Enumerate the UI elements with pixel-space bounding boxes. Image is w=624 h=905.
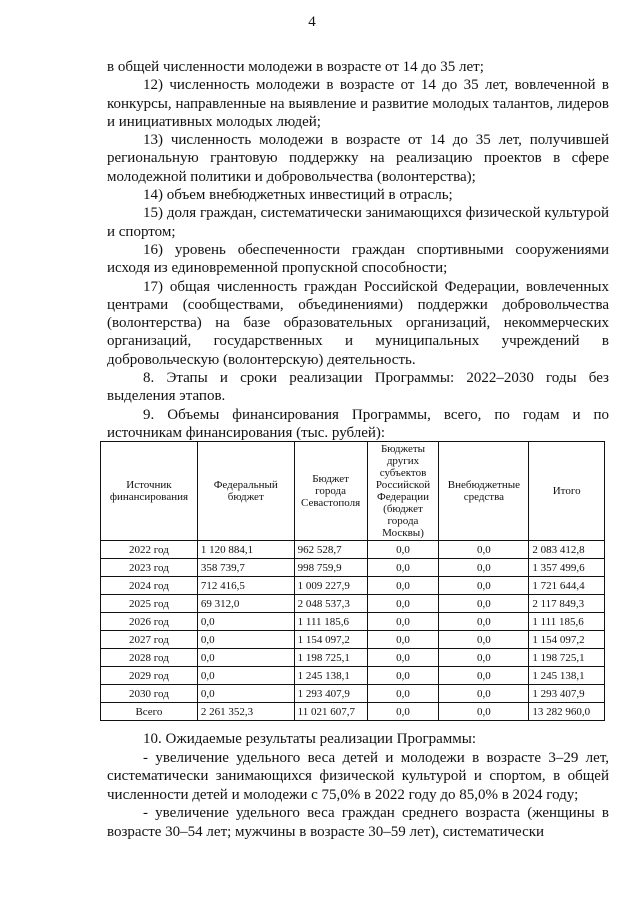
table-cell: 1 154 097,2 [529,631,605,649]
column-header: Бюджеты других субъектов Российской Федерации (бюджет города Москвы) [367,442,439,541]
table-row [101,631,605,649]
column-header: Источник финансирования [101,442,198,541]
table-cell: 1 293 407,9 [529,685,605,703]
table-cell: 0,0 [367,685,439,703]
paragraph: 8. Этапы и сроки реализации Программы: 2022–2030 годы без выделения этапов. [107,370,609,405]
table-cell: 0,0 [439,667,529,685]
table-cell: 0,0 [367,541,439,559]
table-cell: 0,0 [439,649,529,667]
table-cell: 0,0 [367,577,439,595]
table-cell: 0,0 [439,541,529,559]
paragraph: 16) уровень обеспеченности граждан спортивными сооружениями исходя из единовременной пропускной способности; [107,241,609,277]
table-cell: 2 117 849,3 [529,595,605,613]
table-cell: 0,0 [197,613,294,631]
table-cell: 1 111 185,6 [529,613,605,631]
column-header: Внебюджетные средства [439,442,529,541]
table-cell: 0,0 [367,559,439,577]
table-cell: 712 416,5 [197,577,294,595]
table-cell: 1 120 884,1 [197,541,294,559]
paragraph: 9. Объемы финансирования Программы, всего, по годам и по источникам финансирования (тыс. рублей): [107,406,609,441]
table-cell: 1 198 725,1 [294,649,367,667]
table-cell: 2 048 537,3 [294,595,367,613]
page-number: 4 [308,14,316,30]
table-cell: 1 009 227,9 [294,577,367,595]
table-cell: 11 021 607,7 [294,703,367,721]
table-cell: 2023 год [101,559,198,577]
table-cell: 962 528,7 [294,541,367,559]
table-cell: 1 111 185,6 [294,613,367,631]
table-cell: 1 245 138,1 [529,667,605,685]
table-cell: 0,0 [367,649,439,667]
table-cell: 0,0 [367,703,439,721]
table-cell: 1 293 407,9 [294,685,367,703]
table-cell: 2027 год [101,631,198,649]
table-cell: 0,0 [367,631,439,649]
table-cell: Всего [101,703,198,721]
table-row [101,577,605,595]
table-cell: 0,0 [439,595,529,613]
paragraph: 17) общая численность граждан Российской Федерации, вовлеченных центрами (сообществами, объединениями) поддержки добровольчества (волонтерства) на базе образовательных организаций, некоммерческих организаций, государственных и муниципальных учреждений в добровольческую (волонтерскую) деятельность. [107,278,609,368]
column-header: Итого [529,442,605,541]
table-cell: 0,0 [197,685,294,703]
table-row [101,649,605,667]
table-cell: 2022 год [101,541,198,559]
body-text-top [107,58,609,442]
table-cell: 2 261 352,3 [197,703,294,721]
table-cell: 0,0 [197,649,294,667]
table-cell: 358 739,7 [197,559,294,577]
table-cell: 13 282 960,0 [529,703,605,721]
table-header-row [101,442,605,541]
paragraph: 12) численность молодежи в возрасте от 14 до 35 лет, вовлеченной в конкурсы, направленные на выявление и развитие молодых талантов, лидеров и инициативных молодых людей; [107,77,609,130]
table-cell: 2025 год [101,595,198,613]
table-cell: 0,0 [367,613,439,631]
column-header: Бюджет города Севастополя [294,442,367,541]
table-cell: 2024 год [101,577,198,595]
paragraph: - увеличение удельного веса детей и молодежи в возрасте 3–29 лет, систематически занимающихся физической культурой и спортом, в общей численности детей и молодежи с 75,0% в 2022 году до 85,0% в 2024 году; [107,749,609,803]
table-row [101,685,605,703]
table-cell: 0,0 [439,631,529,649]
paragraph: 14) объем внебюджетных инвестиций в отрасль; [143,187,453,204]
table-row [101,613,605,631]
table-cell: 1 357 499,6 [529,559,605,577]
table-cell: 2026 год [101,613,198,631]
financing-table [100,441,605,721]
table-cell: 1 198 725,1 [529,649,605,667]
paragraph: - увеличение удельного веса граждан среднего возраста (женщины в возрасте 30–54 лет; мужчины в возрасте 30–59 лет), систематически [107,805,609,840]
table-row [101,595,605,613]
table-cell: 0,0 [367,667,439,685]
column-header: Федеральный бюджет [197,442,294,541]
table-cell: 0,0 [439,613,529,631]
table-row [101,559,605,577]
table-row [101,703,605,721]
table-cell: 0,0 [439,703,529,721]
table-cell: 0,0 [439,577,529,595]
table-row [101,541,605,559]
paragraph: 13) численность молодежи в возрасте от 14 до 35 лет, получившей региональную грантовую поддержку на реализацию проектов в сфере молодежной политики и добровольчества (волонтерства); [107,132,609,185]
table-cell: 1 154 097,2 [294,631,367,649]
paragraph: 10. Ожидаемые результаты реализации Программы: [143,731,477,747]
table-cell: 2028 год [101,649,198,667]
table-cell: 0,0 [197,631,294,649]
table-cell: 1 245 138,1 [294,667,367,685]
body-text-bottom [107,730,609,842]
table-cell: 0,0 [439,559,529,577]
table-cell: 0,0 [439,685,529,703]
paragraph: 15) доля граждан, систематически занимающихся физической культурой и спортом; [107,205,609,240]
table-cell: 2030 год [101,685,198,703]
paragraph: в общей численности молодежи в возрасте от 14 до 35 лет; [107,59,484,75]
table-row [101,667,605,685]
table-cell: 998 759,9 [294,559,367,577]
table-cell: 1 721 644,4 [529,577,605,595]
table-cell: 2029 год [101,667,198,685]
table-cell: 0,0 [197,667,294,685]
table-cell: 0,0 [367,595,439,613]
table-cell: 2 083 412,8 [529,541,605,559]
table-cell: 69 312,0 [197,595,294,613]
